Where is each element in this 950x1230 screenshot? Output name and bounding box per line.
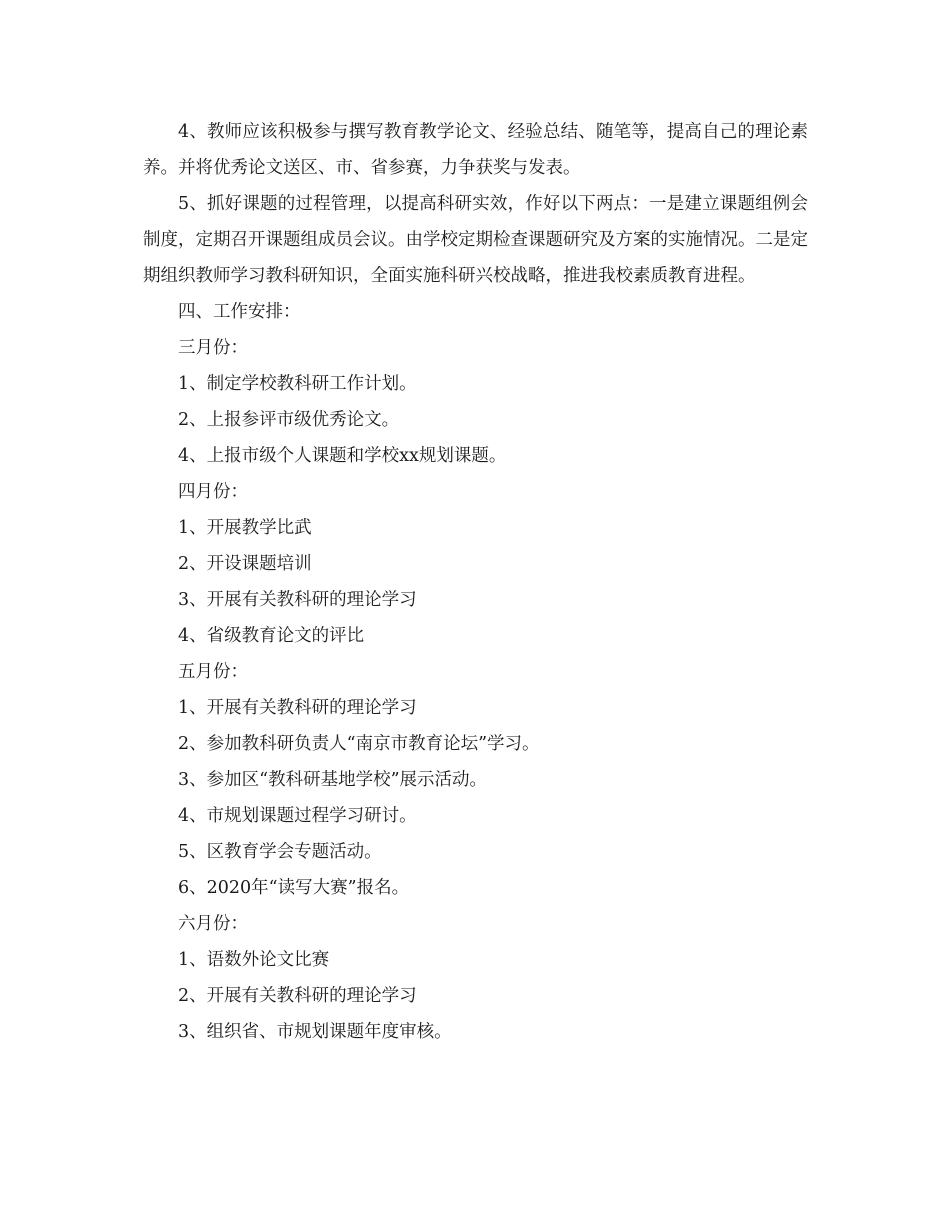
list-item: 2、开展有关教科研的理论学习 [178, 986, 417, 1006]
month-heading-march: 三月份： [178, 338, 248, 358]
list-item: 3、开展有关教科研的理论学习 [178, 590, 417, 610]
list-item: 1、语数外论文比赛 [178, 950, 330, 970]
list-item: 4、省级教育论文的评比 [178, 626, 365, 646]
month-heading-april: 四月份： [178, 482, 248, 502]
list-item: 3、组织省、市规划课题年度审核。 [178, 1022, 452, 1042]
list-item: 1、制定学校教科研工作计划。 [178, 374, 417, 394]
section-heading-work-schedule: 四、工作安排： [178, 302, 301, 322]
list-item: 2、参加教科研负责人“南京市教育论坛”学习。 [178, 734, 540, 754]
list-item: 2、上报参评市级优秀论文。 [178, 410, 400, 430]
list-item: 1、开展有关教科研的理论学习 [178, 698, 417, 718]
list-item: 4、市规划课题过程学习研讨。 [178, 806, 417, 826]
list-item: 4、上报市级个人课题和学校xx规划课题。 [178, 446, 507, 466]
paragraph-item-5: 5、抓好课题的过程管理，以提高科研实效，作好以下两点：一是建立课题组例会制度，定期召开课题组成员会议。由学校定期检查课题研究及方案的实施情况。二是定期组织教师学习教科研知识，全面实施科研兴校战略，推进我校素质教育进程。 [143, 194, 808, 286]
list-item: 5、区教育学会专题活动。 [178, 842, 382, 862]
document-body [143, 114, 808, 1050]
list-item: 6、2020年“读写大赛”报名。 [178, 878, 410, 898]
month-heading-may: 五月份： [178, 662, 248, 682]
list-item: 2、开设课题培训 [178, 554, 312, 574]
month-heading-june: 六月份： [178, 914, 248, 934]
paragraph-item-4: 4、教师应该积极参与撰写教育教学论文、经验总结、随笔等，提高自己的理论素养。并将优秀论文送区、市、省参赛，力争获奖与发表。 [143, 122, 808, 178]
list-item: 1、开展教学比武 [178, 518, 312, 538]
list-item: 3、参加区“教科研基地学校”展示活动。 [178, 770, 488, 790]
